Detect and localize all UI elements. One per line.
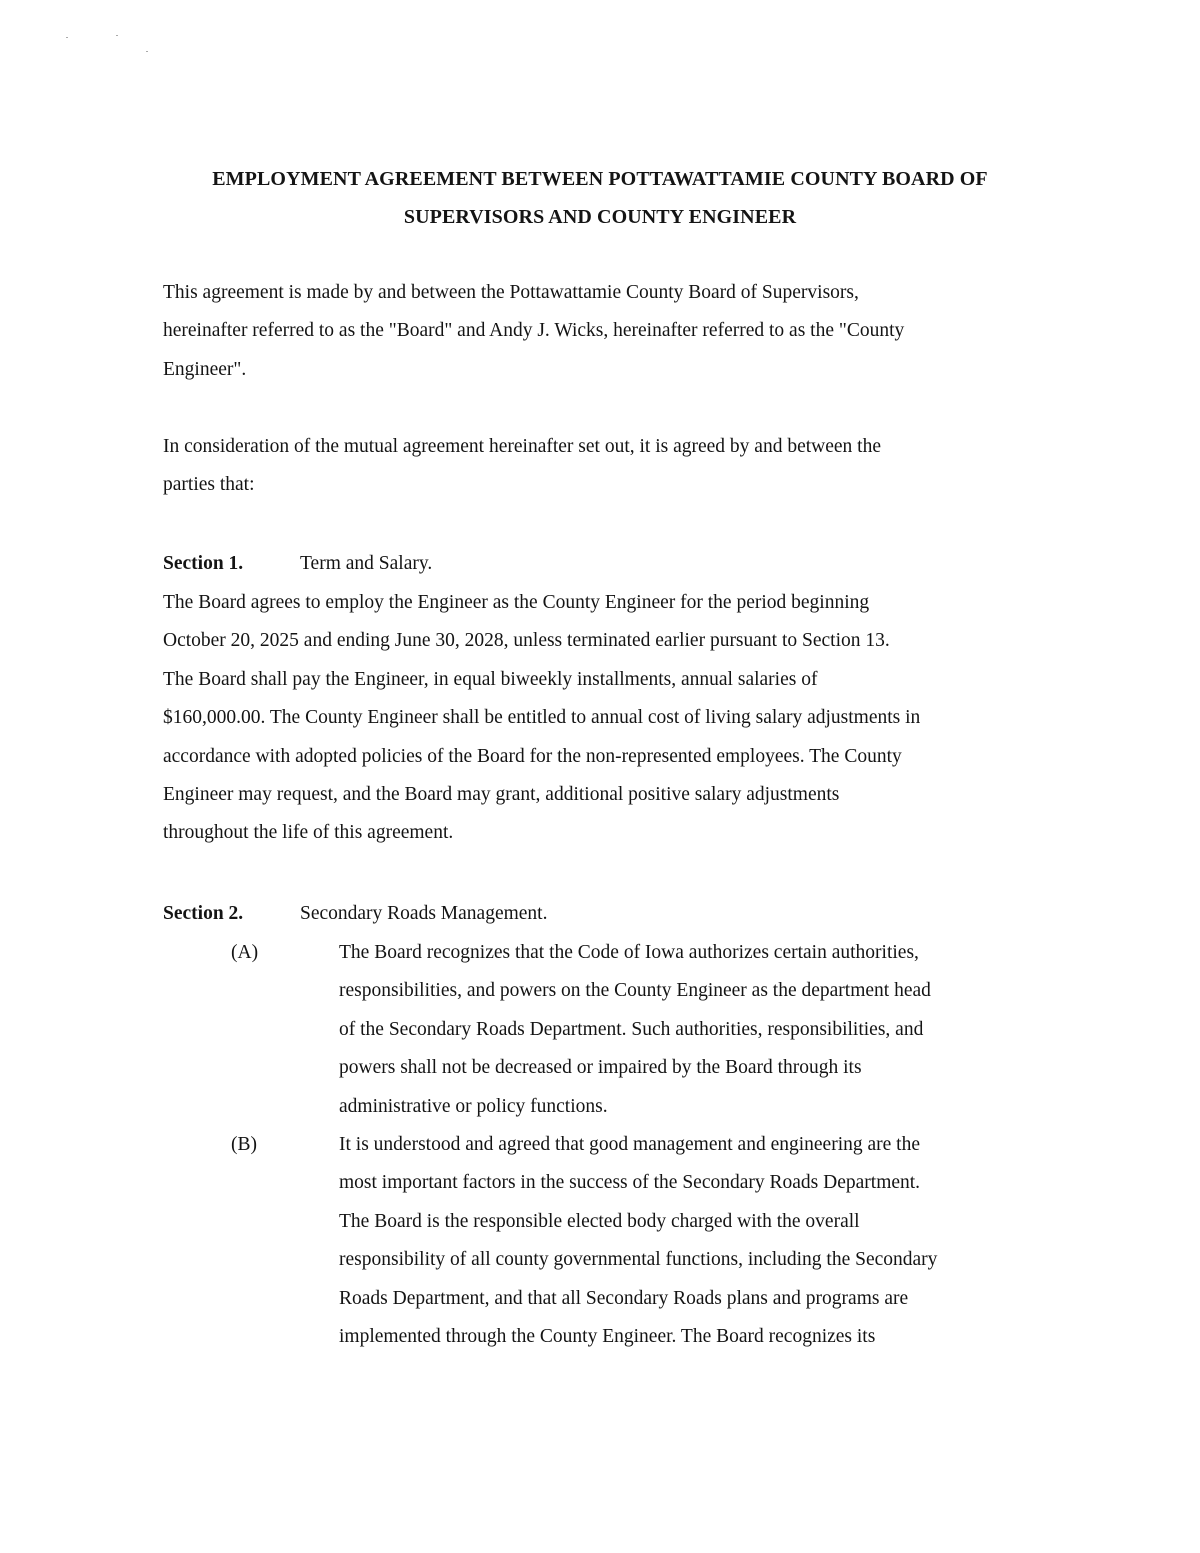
- scan-speck: [66, 37, 68, 38]
- text-line: responsibility of all county governmental functions, including the Secondary: [339, 1249, 938, 1271]
- subsection-label-a: (A): [231, 942, 259, 963]
- scan-speck: [116, 35, 118, 36]
- text-line: The Board is the responsible elected body charged with the overall: [339, 1210, 860, 1232]
- text-line: Engineer".: [163, 358, 247, 380]
- text-line: The Board shall pay the Engineer, in equal biweekly installments, annual salaries of: [163, 668, 818, 690]
- section-1-heading: [163, 545, 432, 583]
- intro-paragraph: [163, 274, 1063, 389]
- document-title: [120, 160, 1080, 236]
- scan-speck: [146, 51, 148, 52]
- section-2-heading: [163, 895, 547, 933]
- section-title: Term and Salary.: [300, 553, 433, 574]
- subsection-label-b: (B): [231, 1134, 257, 1155]
- text-line: implemented through the County Engineer. The Board recognizes its: [339, 1326, 876, 1348]
- text-line: The Board recognizes that the Code of Iowa authorizes certain authorities,: [339, 942, 919, 963]
- text-line: hereinafter referred to as the "Board" and Andy J. Wicks, hereinafter referred to as the "County: [163, 320, 905, 342]
- text-line: This agreement is made by and between the Pottawattamie County Board of Supervisors,: [163, 282, 859, 303]
- subsection-b-body: [339, 1126, 1059, 1356]
- section-number: Section 2.: [163, 903, 244, 924]
- title-line: SUPERVISORS AND COUNTY ENGINEER: [403, 206, 797, 228]
- text-line: powers shall not be decreased or impaired by the Board through its: [339, 1057, 862, 1079]
- text-line: parties that:: [163, 474, 255, 496]
- text-line: Roads Department, and that all Secondary Roads plans and programs are: [339, 1287, 909, 1309]
- text-line: October 20, 2025 and ending June 30, 2028, unless terminated earlier pursuant to Section 13.: [163, 630, 890, 652]
- text-line: accordance with adopted policies of the Board for the non-represented employees. The County: [163, 745, 902, 767]
- consideration-paragraph: [163, 428, 1063, 505]
- text-line: administrative or policy functions.: [339, 1095, 608, 1117]
- section-number: Section 1.: [163, 553, 244, 574]
- text-line: $160,000.00. The County Engineer shall be entitled to annual cost of living salary adjustments in: [163, 707, 921, 729]
- subsection-a-body: [339, 934, 1059, 1126]
- text-line: most important factors in the success of the Secondary Roads Department.: [339, 1172, 921, 1194]
- section-title: Secondary Roads Management.: [300, 903, 548, 924]
- text-line: responsibilities, and powers on the County Engineer as the department head: [339, 980, 931, 1002]
- text-line: It is understood and agreed that good management and engineering are the: [339, 1134, 921, 1155]
- section-1-body: [163, 584, 1063, 853]
- text-line: of the Secondary Roads Department. Such authorities, responsibilities, and: [339, 1018, 924, 1040]
- title-line: EMPLOYMENT AGREEMENT BETWEEN POTTAWATTAMIE COUNTY BOARD OF: [212, 168, 988, 190]
- text-line: throughout the life of this agreement.: [163, 822, 454, 844]
- text-line: In consideration of the mutual agreement hereinafter set out, it is agreed by and between the: [163, 436, 881, 457]
- text-line: The Board agrees to employ the Engineer as the County Engineer for the period beginning: [163, 592, 870, 613]
- text-line: Engineer may request, and the Board may grant, additional positive salary adjustments: [163, 784, 840, 806]
